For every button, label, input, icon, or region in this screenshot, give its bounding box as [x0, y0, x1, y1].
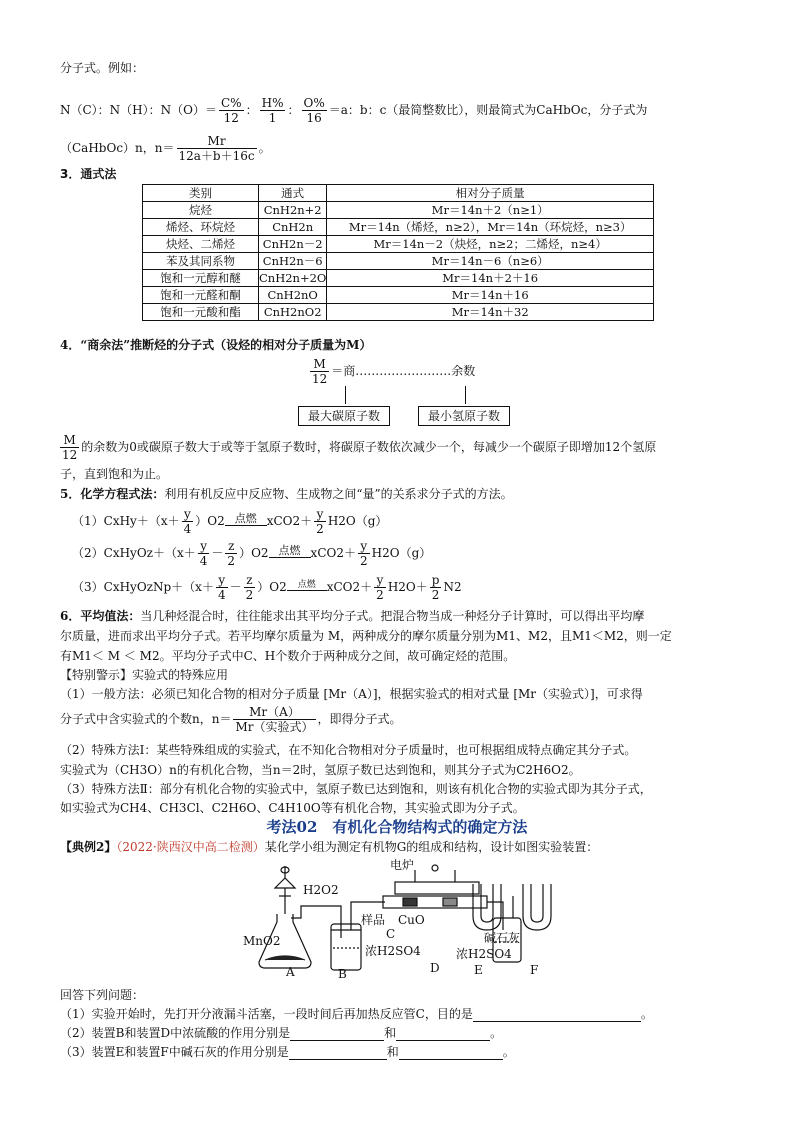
- table-row: 烷烃 CnH2n+2 Mr＝14n＋2（n≥1）: [143, 202, 654, 219]
- funnel-body: [275, 878, 295, 888]
- intro-text: 分子式。例如：: [60, 61, 145, 75]
- section6-line2: 尔质量，进而求出平均分子式。若平均摩尔质量为 M，两种成分的摩尔质量分别为M1、M2，且M1＜M2，则一定: [60, 629, 672, 643]
- ratio-line: N（C）：N（H）：N（O）＝ $\frac{C\%}{12}$ ： $\frac{H\%}{1}$ ： $\frac{O\%}{16}$ ＝a：b：c（最简整数比），则最简式为CaHbOc，分子式为: [60, 96, 648, 125]
- section6-line3: 有M1＜ M ＜ M2。平均分子式中C、H个数介于两种成分之间，故可确定烃的范围。: [60, 649, 516, 663]
- ratio-lhs: N（C）：N（H）：N（O）＝: [60, 103, 217, 117]
- section5-heading: 5．化学方程式法：利用有机反应中反应物、生成物之间“量”的关系求分子式的方法。: [60, 487, 513, 501]
- diagram-connector-left: [345, 386, 346, 404]
- warning-p2b: 实验式为（CH3O）n的有机化合物，当n＝2时，氢原子数已达到饱和，则其分子式为C2H6O2。: [60, 763, 581, 777]
- conc-h2so4-d-label: 浓H2SO4: [456, 947, 512, 961]
- table-header: 相对分子质量: [327, 185, 654, 202]
- answer-blank[interactable]: [473, 1008, 641, 1022]
- section3-heading: 3．通式法: [60, 167, 117, 181]
- reaction-arrow: 点燃: [287, 580, 327, 595]
- electric-furnace: [395, 882, 479, 894]
- warning-p3a: （3）特殊方法Ⅱ：部分有机化合物的实验式中，氢原子数已达到饱和，则该有机化合物的实验式即为其分子式，: [60, 782, 652, 796]
- question-2: （2）装置B和装置D中浓硫酸的作用分别是 和 。: [60, 1026, 503, 1040]
- fraction-h: $\frac{H\%}{1}$: [261, 96, 284, 125]
- table-row: 苯及其同系物 CnH2n－6 Mr＝14n－6（n≥6）: [143, 253, 654, 270]
- soda-lime-label: 碱石灰: [484, 931, 521, 945]
- bottle-b: [331, 924, 361, 970]
- fraction-n: $\frac{Mr}{12a+b+16c}$: [178, 134, 255, 163]
- fraction-n-formula: $\frac{Mr(A)}{\text{Mr（实验式）}}$: [235, 705, 314, 734]
- mno2-label: MnO2: [243, 934, 281, 948]
- u-tube-f: [523, 884, 551, 930]
- conc-h2so4-b-label: 浓H2SO4: [365, 944, 421, 958]
- table-header: 通式: [259, 185, 327, 202]
- table-row: 炔烃、二烯烃 CnH2n－2 Mr＝14n－2（炔烃，n≥2；二烯烃，n≥4）: [143, 236, 654, 253]
- equation-3: （3）CxHyOzNp＋（x＋ $\frac{y}{4}$ － $\frac{z}{2}$ ）O2 点燃 xCO2＋ $\frac{y}{2}$ H2O＋ $\frac{p}{2}$ N2: [72, 573, 462, 602]
- fraction-m12: $\frac{M}{12}$: [312, 357, 328, 386]
- quotient-remainder-diagram: $\frac{M}{12}$ ＝商……………………余数: [312, 357, 476, 386]
- label-f: F: [530, 963, 539, 977]
- label-d: D: [430, 961, 440, 975]
- warning-p1b: 分子式中含实验式的个数n，n＝ $\frac{Mr(A)}{\text{Mr（实验式）}}$ ，即得分子式。: [60, 705, 402, 734]
- answer-blank[interactable]: [290, 1027, 384, 1041]
- section4-heading: 4．“商余法”推断烃的分子式（设烃的相对分子质量为M）: [60, 338, 372, 352]
- question-3: （3）装置E和装置F中碱石灰的作用分别是 和 。: [60, 1045, 515, 1059]
- answer-blank[interactable]: [289, 1046, 387, 1060]
- reaction-arrow: 点燃: [269, 545, 311, 562]
- label-e: E: [474, 963, 483, 977]
- ratio-rest: ＝a：b：c（最简整数比），则最简式为CaHbOc，分子式为: [328, 103, 648, 117]
- answer-blank[interactable]: [399, 1046, 503, 1060]
- reaction-arrow: 点燃: [225, 513, 267, 530]
- section4-explain-line2: 子，直到饱和为止。: [60, 467, 169, 481]
- section4-explain-line1: $\frac{M}{12}$ 的余数为0或碳原子数大于或等于氢原子数时，将碳原子数依次减少一个，每减少一个碳原子即增加12个氢原: [62, 433, 657, 462]
- warning-p3b: 如实验式为CH4、CH3Cl、C2H6O、C4H10O等有机化合物，其实验式即为分子式。: [60, 801, 525, 815]
- questions-intro: 回答下列问题：: [60, 988, 145, 1002]
- label-a: A: [286, 965, 295, 979]
- warning-p1a: （1）一般方法：必须已知化合物的相对分子质量 [Mr（A）]，根据实验式的相对式量 [Mr（实验式）]，可求得: [60, 687, 643, 701]
- question-1: （1）实验开始时，先打开分液漏斗活塞，一段时间后再加热反应管C，目的是 。: [60, 1007, 653, 1021]
- equation-1: （1）CxHy＋（x＋ $\frac{y}{4}$ ）O2 点燃 xCO2＋ $\frac{y}{2}$ H2O（g）: [72, 507, 388, 536]
- fraction-m12-b: $\frac{M}{12}$: [62, 433, 78, 462]
- warning-p2a: （2）特殊方法Ⅰ：某些特殊组成的实验式，在不知化合物相对分子质量时，也可根据组成特点确定其分子式。: [60, 743, 637, 757]
- table-header: 类别: [143, 185, 259, 202]
- table-row: 饱和一元醛和酮 CnH2nO Mr＝14n＋16: [143, 287, 654, 304]
- general-formula-table: [142, 184, 654, 321]
- answer-blank[interactable]: [396, 1027, 490, 1041]
- fraction-o: $\frac{O\%}{16}$: [303, 96, 325, 125]
- table-row: 烯烃、环烷烃 CnH2n Mr＝14n（烯烃，n≥2），Mr＝14n（环烷烃，n≥3）: [143, 219, 654, 236]
- table-row: 饱和一元醇和醚 CnH2n+2O Mr＝14n＋2＋16: [143, 270, 654, 287]
- formula-line: （CaHbOc）n，n＝ $\frac{Mr}{12a+b+16c}$ 。: [60, 134, 271, 163]
- table-header-row: [143, 185, 654, 202]
- warning-title: 【特别警示】实验式的特殊应用: [60, 668, 229, 682]
- reaction-tube-c: [383, 896, 487, 908]
- fraction-c: $\frac{C\%}{12}$: [221, 96, 242, 125]
- max-carbon-box: 最大碳原子数: [298, 406, 390, 426]
- equation-2: （2）CxHyOz＋（x＋ $\frac{y}{4}$ － $\frac{z}{2}$ ）O2 点燃 xCO2＋ $\frac{y}{2}$ H2O（g）: [72, 539, 432, 568]
- label-b: B: [338, 967, 347, 981]
- diagram-connector-right: [465, 386, 466, 404]
- method2-title: 考法02 有机化合物结构式的确定方法: [266, 818, 528, 836]
- section6-line1: 6．平均值法：当几种烃混合时，往往能求出其平均分子式。把混合物当成一种烃分子计算时，可以得出平均摩: [60, 609, 645, 623]
- sample-label: 样品: [361, 913, 386, 927]
- table-row: 饱和一元酸和酯 CnH2nO2 Mr＝14n＋32: [143, 304, 654, 321]
- h2o2-label: H2O2: [303, 883, 339, 897]
- tube-c-label: C: [386, 927, 396, 941]
- min-hydrogen-box: 最小氢原子数: [418, 406, 510, 426]
- furnace-label: 电炉: [390, 858, 415, 872]
- cuo-label: CuO: [398, 913, 425, 927]
- example-line: 【典例2】（2022·陕西汉中高二检测）某化学小组为测定有机物G的组成和结构，设计如图实验装置：: [60, 840, 599, 854]
